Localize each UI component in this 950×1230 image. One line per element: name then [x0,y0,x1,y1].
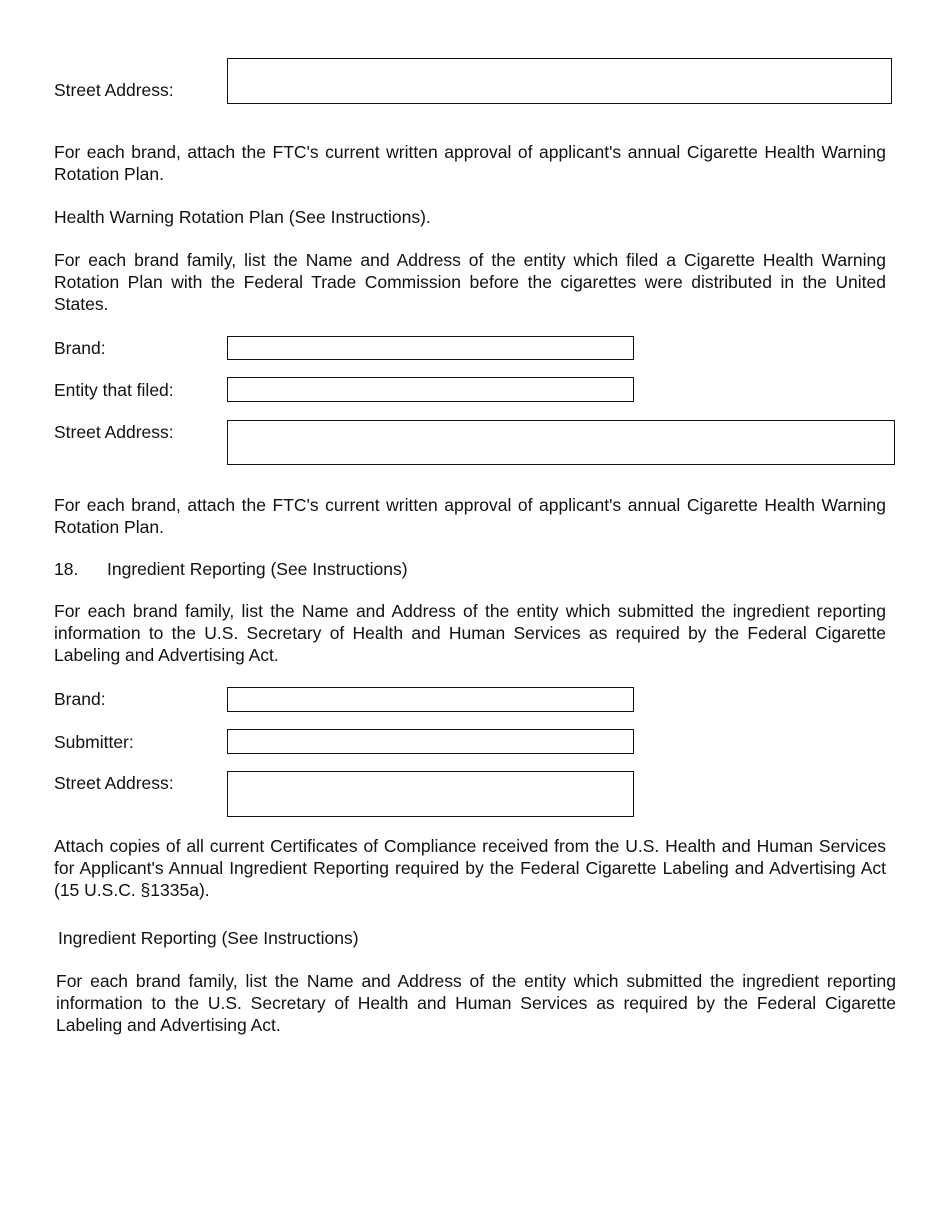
hwrp-brand-field[interactable] [227,336,634,360]
section-18-number: 18. [54,559,79,579]
section-18-intro-text: For each brand family, list the Name and Address of the entity which submitted the ingredient reporting information to the U.S. Secretary of Health and Human Services as required by the Federal Cigarette Labeling and Advertising Act. [54,601,886,665]
hwrp-entity-label: Entity that filed: [54,380,174,400]
hwrp-approval-text: For each brand, attach the FTC's current written approval of applicant's annual Cigarette Health Warning Rotation Plan. [54,495,886,537]
hwrp-street-label: Street Address: [54,422,174,442]
street-address-label: Street Address: [54,80,174,100]
certificates-attach-text: Attach copies of all current Certificates of Compliance received from the U.S. Health and Human Services for Applicant's Annual Ingredient Reporting required by the Federal Cigarette Labeling and Advertising Act (15 U.S.C. §1335a). [54,836,886,900]
section-18-brand-field[interactable] [227,687,634,712]
hwrp-brand-label: Brand: [54,338,106,358]
street-address-field[interactable] [227,58,892,104]
hwrp-street-field[interactable] [227,420,895,465]
hwrp-intro-text: For each brand family, list the Name and Address of the entity which filed a Cigarette Health Warning Rotation Plan with the Federal Trade Commission before the cigarettes were distributed in the United States. [54,250,886,314]
section-18-brand-label: Brand: [54,689,106,709]
section-18-submitter-label: Submitter: [54,732,134,752]
ingredient-reporting-heading: Ingredient Reporting (See Instructions) [58,928,359,948]
ftc-approval-text: For each brand, attach the FTC's current written approval of applicant's annual Cigarette Health Warning Rotation Plan. [54,142,886,184]
section-18-street-label: Street Address: [54,773,174,793]
section-18-street-field[interactable] [227,771,634,817]
ingredient-reporting-intro-text: For each brand family, list the Name and Address of the entity which submitted the ingredient reporting information to the U.S. Secretary of Health and Human Services as required by the Federal Cigarette Labeling and Advertising Act. [56,971,896,1035]
section-18-heading: Ingredient Reporting (See Instructions) [107,559,408,579]
hwrp-entity-field[interactable] [227,377,634,402]
section-18-submitter-field[interactable] [227,729,634,754]
hwrp-heading: Health Warning Rotation Plan (See Instructions). [54,207,431,227]
